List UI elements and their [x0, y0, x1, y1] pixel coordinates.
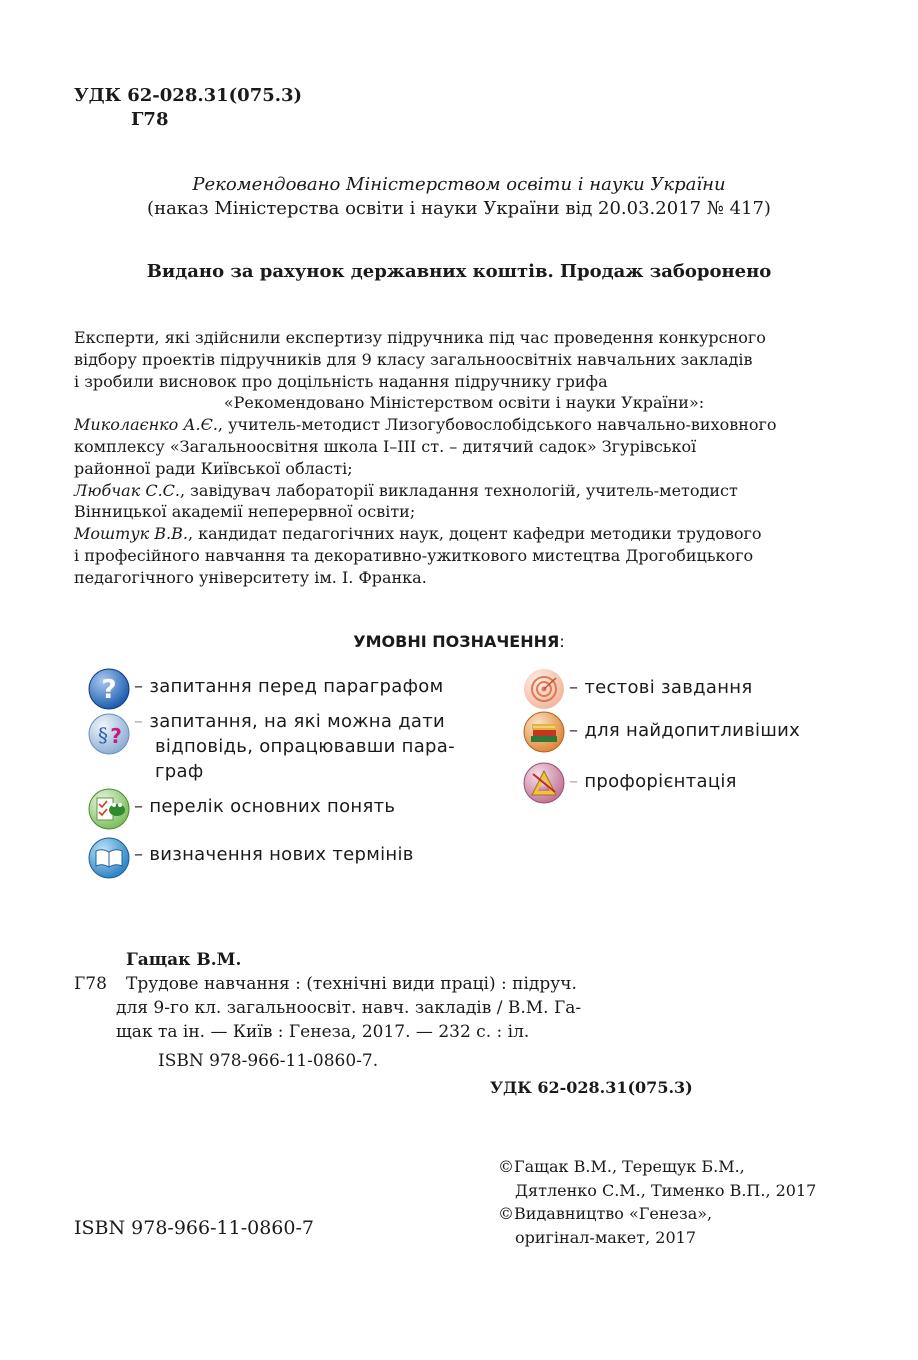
experts-block — [74, 327, 854, 589]
experts-intro-quote: «Рекомендовано Міністерством освіти і науки України»: — [223, 393, 705, 413]
legend-title: УМОВНІ ПОЗНАЧЕННЯ: — [353, 632, 565, 651]
catalog-isbn: ISBN 978-966-11-0860-7. — [158, 1051, 379, 1071]
target-icon — [523, 668, 565, 710]
legend-item: – запитання перед параграфом — [134, 676, 444, 697]
expert-entry: Миколаєнко А.Є., учитель-методист Лизогубовослобідського навчально-виховного — [74, 415, 777, 435]
catalog-udk: УДК 62-028.31(075.3) — [490, 1078, 693, 1097]
legend-item: – тестові завдання — [569, 677, 753, 698]
copyright-line: ©Гащак В.М., Терещук Б.М., — [498, 1157, 745, 1176]
expert-entry: Любчак С.С., завідувач лабораторії викладання технологій, учитель-методист — [74, 480, 738, 500]
legend-item: – визначення нових термінів — [134, 844, 414, 865]
udk-code: УДК 62-028.31(075.3) — [74, 85, 303, 106]
experts-intro-line: і зробили висновок про доцільність надання підручнику грифа — [74, 371, 608, 391]
recommendation-order: (наказ Міністерства освіти і науки України від 20.03.2017 № 417) — [147, 198, 771, 219]
recommendation-line: Рекомендовано Міністерством освіти і науки України — [192, 174, 726, 195]
expert-text-line: Вінницької академії неперервної освіти; — [74, 502, 416, 522]
copyright-line: Дятленко С.М., Тименко В.П., 2017 — [515, 1180, 817, 1200]
expert-text-line: і професійного навчання та декоративно-ужиткового мистецтва Дрогобицького — [74, 545, 754, 565]
books-stack-icon — [523, 711, 565, 753]
catalog-line: для 9-го кл. загальноосвіт. навч. закладів / В.М. Га- — [116, 998, 582, 1018]
expert-text-line: комплексу «Загальноосвітня школа І–ІІІ ст. – дитячий садок» Згурівської — [74, 436, 697, 456]
udk-header — [74, 84, 302, 132]
expert-text-line: районної ради Київської області; — [74, 458, 353, 478]
legend-item: – профорієнтація — [569, 771, 737, 792]
drafting-triangle-icon — [523, 762, 565, 804]
copyright-block — [498, 1155, 816, 1249]
svg-text:?: ? — [110, 724, 122, 748]
copyright-line: оригінал-макет, 2017 — [515, 1227, 697, 1247]
checklist-frog-icon — [88, 788, 130, 830]
open-book-icon — [88, 837, 130, 879]
expert-name: Любчак С.С. — [74, 480, 180, 500]
question-icon — [88, 668, 130, 710]
svg-text:?: ? — [101, 675, 117, 705]
expert-name: Миколаєнко А.Є. — [74, 415, 218, 435]
state-funds-notice: Видано за рахунок державних коштів. Продаж заборонено — [146, 261, 772, 282]
copyright-line: ©Видавництво «Генеза», — [498, 1204, 713, 1223]
svg-text:§: § — [98, 723, 108, 747]
catalog-index: Г78 — [74, 974, 107, 994]
catalog-author: Гащак В.М. — [126, 950, 242, 970]
experts-intro-line: відбору проектів підручників для 9 класу загальноосвітніх навчальних закладів — [74, 349, 753, 369]
legend-item: – для найдопитливіших — [569, 720, 801, 741]
section-question-icon — [88, 713, 130, 755]
expert-text-line: педагогічного університету ім. І. Франка. — [74, 567, 427, 587]
recommendation — [0, 173, 918, 221]
udk-index: Г78 — [131, 109, 169, 130]
legend-item: – запитання, на які можна дати відповідь, опрацювавши пара- граф — [134, 711, 455, 782]
experts-intro-line: Експерти, які здійснили експертизу підручника під час проведення конкурсного — [74, 328, 766, 347]
catalog-line: щак та ін. — Київ : Генеза, 2017. — 232 с. : іл. — [116, 1022, 530, 1042]
expert-entry: Моштук В.В., кандидат педагогічних наук, доцент кафедри методики трудового — [74, 524, 762, 544]
catalog-card — [74, 948, 581, 1044]
expert-name: Моштук В.В. — [74, 524, 188, 544]
legend-item: – перелік основних понять — [134, 796, 396, 817]
catalog-line: Трудове навчання : (технічні види праці) : підруч. — [126, 974, 577, 994]
isbn-bottom: ISBN 978-966-11-0860-7 — [74, 1217, 314, 1239]
